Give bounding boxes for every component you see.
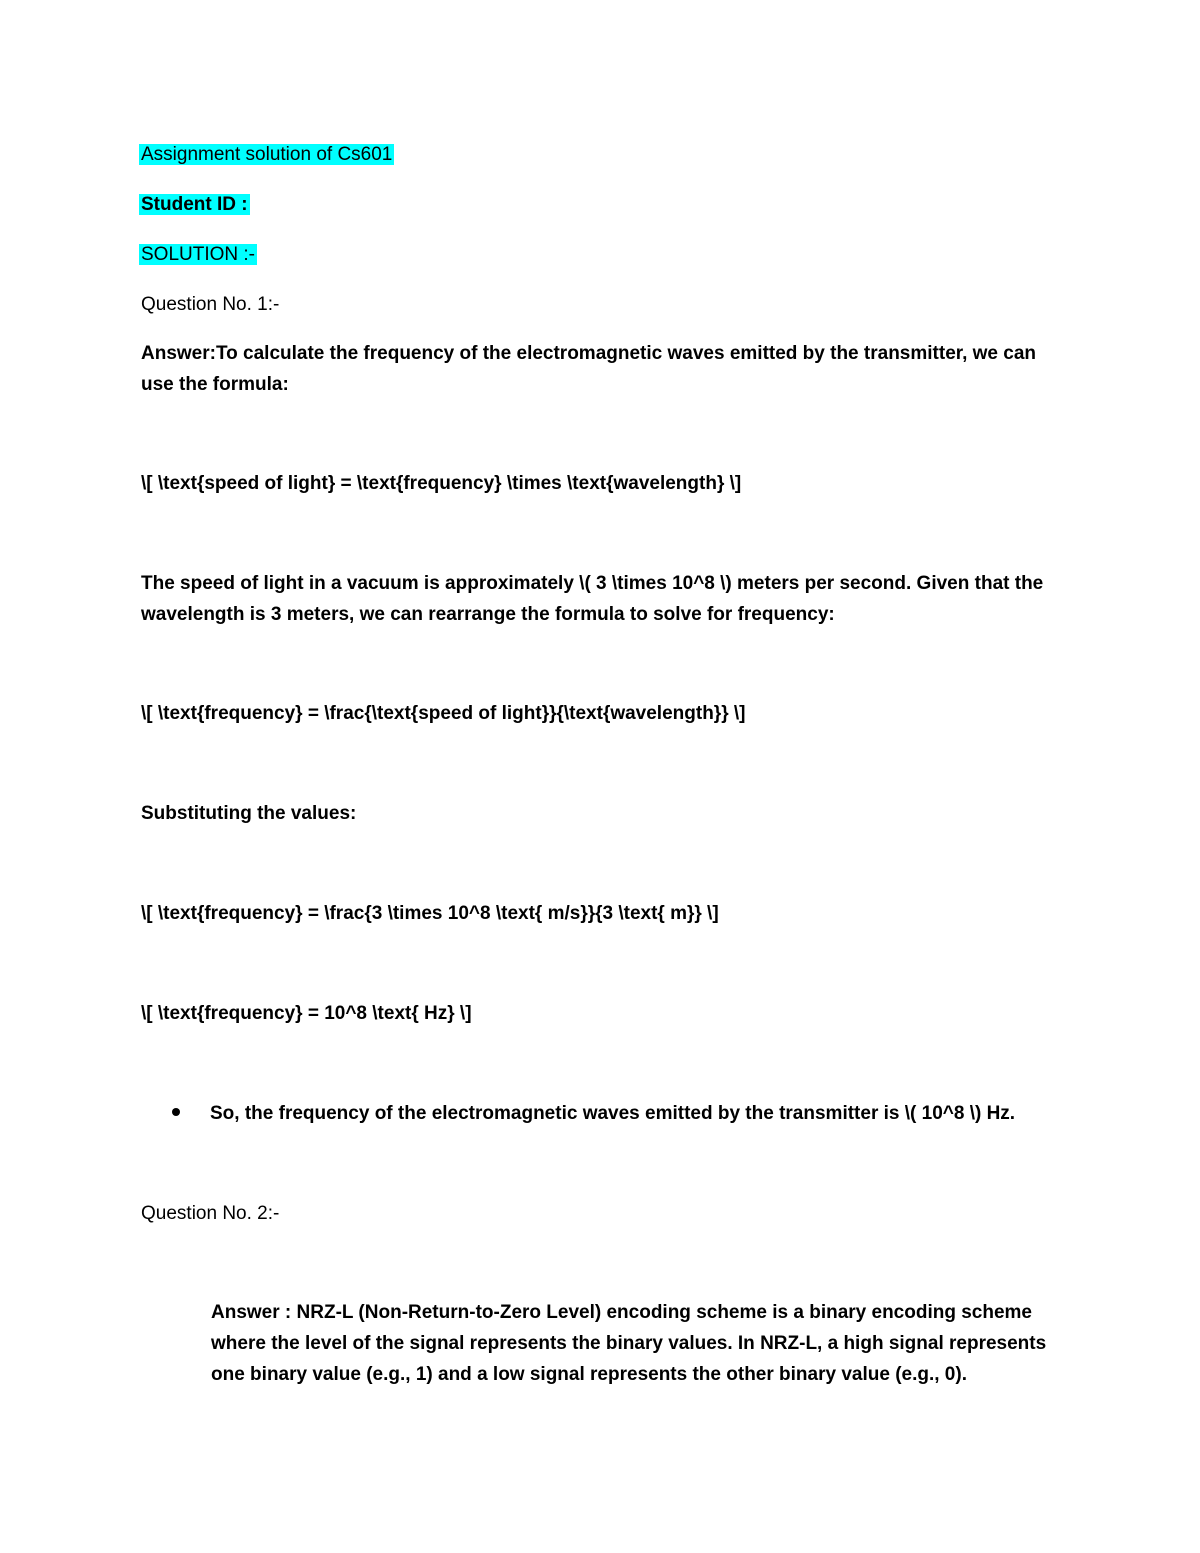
formula-substituted-values: \[ \text{frequency} = \frac{3 \times 10^8 \text{ m/s}}{3 \text{ m}} \] — [141, 903, 719, 924]
question-1-answer-intro: Answer:To calculate the frequency of the electromagnetic waves emitted by the transmitter, we can use the formula: — [141, 343, 1037, 395]
question-1-speed-paragraph: The speed of light in a vacuum is approximately \( 3 \times 10^8 \) meters per second. Given that the wavelength is 3 meters, we can rearrange the formula to solve for frequency: — [141, 573, 1044, 625]
conclusion-bullet-item — [172, 1102, 1015, 1126]
conclusion-text: So, the frequency of the electromagnetic waves emitted by the transmitter is \( 10^8 \) Hz. — [210, 1103, 1016, 1124]
solution-label: SOLUTION :- — [141, 244, 256, 265]
question-1-heading: Question No. 1:- — [141, 294, 280, 315]
formula-frequency-fraction: \[ \text{frequency} = \frac{\text{speed of light}}{\text{wavelength}} \] — [141, 703, 746, 724]
question-2-answer: Answer : NRZ-L (Non-Return-to-Zero Level) encoding scheme is a binary encoding scheme where the level of the signal represents the binary values. In NRZ-L, a high signal represents one binary value (e.g., 1) and a low signal represents the other binary value (e.g., 0). — [211, 1302, 1047, 1385]
student-id-label: Student ID : — [141, 194, 248, 215]
document-title — [141, 143, 394, 167]
title-highlight: Assignment solution of Cs601 — [141, 144, 393, 165]
student-id-line — [141, 193, 250, 217]
formula-result-hz: \[ \text{frequency} = 10^8 \text{ Hz} \] — [141, 1003, 472, 1024]
question-2-heading: Question No. 2:- — [141, 1203, 280, 1224]
bullet-icon — [172, 1108, 180, 1116]
solution-heading — [141, 243, 257, 267]
substituting-label: Substituting the values: — [141, 803, 357, 824]
formula-speed-of-light: \[ \text{speed of light} = \text{frequency} \times \text{wavelength} \] — [141, 473, 742, 494]
